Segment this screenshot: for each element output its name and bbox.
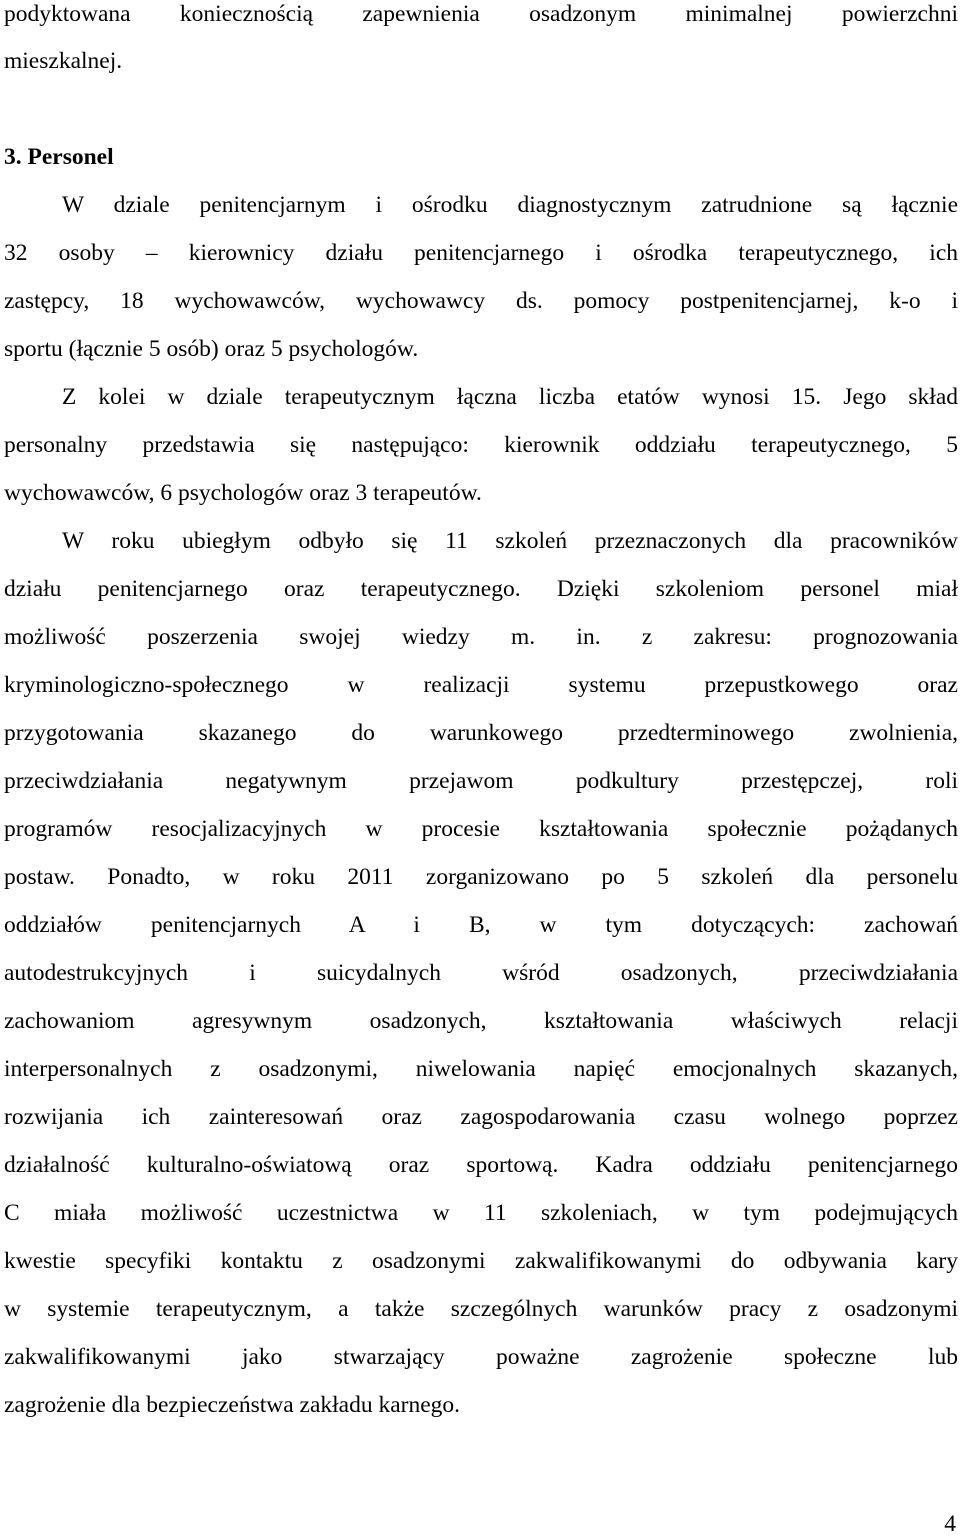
text-line: programów resocjalizacyjnych w procesie kształtowania społecznie pożądanych xyxy=(4,816,958,842)
text-line: podyktowana koniecznością zapewnienia osadzonym minimalnej powierzchni xyxy=(4,1,958,27)
text-line: rozwijania ich zainteresowań oraz zagospodarowania czasu wolnego poprzez xyxy=(4,1104,958,1130)
page-number: 4 xyxy=(944,1511,956,1537)
text-line: wychowawców, 6 psychologów oraz 3 terapeutów. xyxy=(4,480,482,506)
text-line: zastępcy, 18 wychowawców, wychowawcy ds. pomocy postpenitencjarnej, k-o i xyxy=(4,288,958,314)
text-line: personalny przedstawia się następująco: kierownik oddziału terapeutycznego, 5 xyxy=(4,432,958,458)
text-line: zagrożenie dla bezpieczeństwa zakładu karnego. xyxy=(4,1392,461,1418)
text-line: C miała możliwość uczestnictwa w 11 szkoleniach, w tym podejmujących xyxy=(4,1200,958,1226)
text-line: 32 osoby – kierownicy działu penitencjarnego i ośrodka terapeutycznego, ich xyxy=(4,240,958,266)
text-line: W roku ubiegłym odbyło się 11 szkoleń przeznaczonych dla pracowników xyxy=(62,528,958,554)
text-line: możliwość poszerzenia swojej wiedzy m. in. z zakresu: prognozowania xyxy=(4,624,958,650)
section-heading: 3. Personel xyxy=(4,144,114,170)
text-line: postaw. Ponadto, w roku 2011 zorganizowano po 5 szkoleń dla personelu xyxy=(4,864,958,890)
text-line: działalność kulturalno-oświatową oraz sportową. Kadra oddziału penitencjarnego xyxy=(4,1152,958,1178)
text-line: sportu (łącznie 5 osób) oraz 5 psychologów. xyxy=(4,336,419,362)
text-line: Z kolei w dziale terapeutycznym łączna liczba etatów wynosi 15. Jego skład xyxy=(62,384,958,410)
text-line: działu penitencjarnego oraz terapeutycznego. Dzięki szkoleniom personel miał xyxy=(4,576,958,602)
text-line: oddziałów penitencjarnych A i B, w tym dotyczących: zachowań xyxy=(4,912,958,938)
text-line: zachowaniom agresywnym osadzonych, kształtowania właściwych relacji xyxy=(4,1008,958,1034)
text-line: kwestie specyfiki kontaktu z osadzonymi zakwalifikowanymi do odbywania kary xyxy=(4,1248,958,1274)
text-line: przeciwdziałania negatywnym przejawom podkultury przestępczej, roli xyxy=(4,768,958,794)
text-line: autodestrukcyjnych i suicydalnych wśród osadzonych, przeciwdziałania xyxy=(4,960,958,986)
text-line: interpersonalnych z osadzonymi, niwelowania napięć emocjonalnych skazanych, xyxy=(4,1056,958,1082)
text-line: mieszkalnej. xyxy=(4,48,123,74)
text-line: w systemie terapeutycznym, a także szczególnych warunków pracy z osadzonymi xyxy=(4,1296,958,1322)
text-line: kryminologiczno-społecznego w realizacji systemu przepustkowego oraz xyxy=(4,672,958,698)
text-line: przygotowania skazanego do warunkowego przedterminowego zwolnienia, xyxy=(4,720,958,746)
text-line: W dziale penitencjarnym i ośrodku diagnostycznym zatrudnione są łącznie xyxy=(62,192,958,218)
text-line: zakwalifikowanymi jako stwarzający poważne zagrożenie społeczne lub xyxy=(4,1344,958,1370)
